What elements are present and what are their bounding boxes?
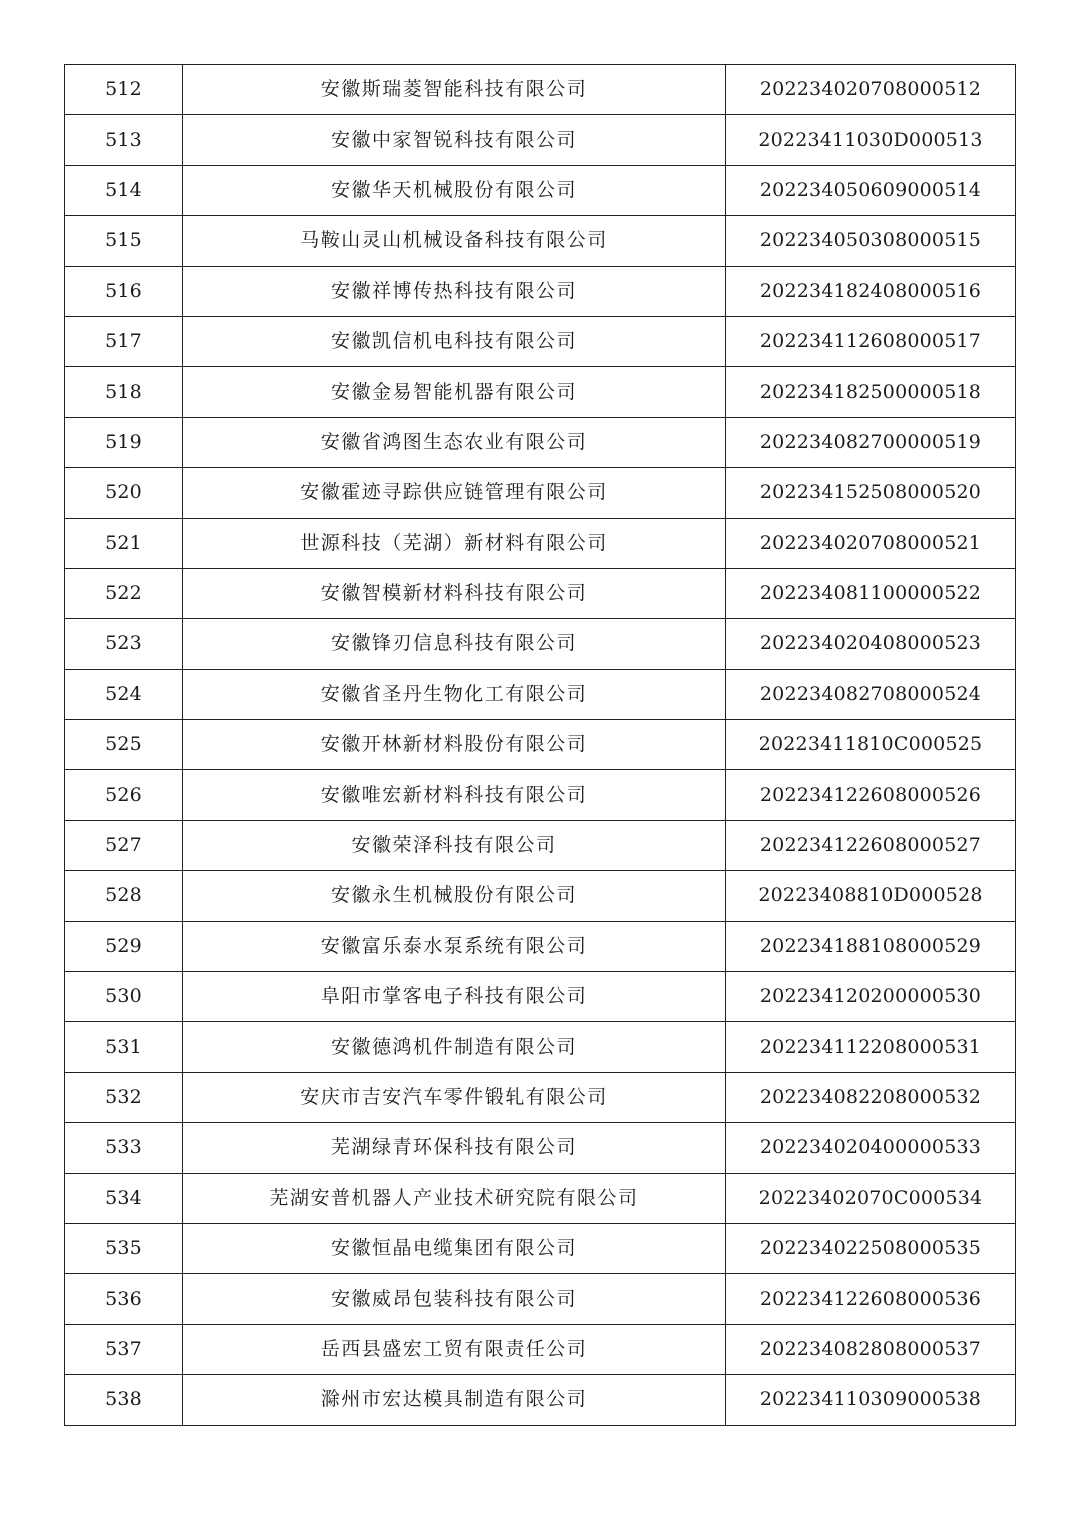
registration-code: 202234082208000532: [726, 1072, 1016, 1122]
table-row: [65, 417, 1016, 467]
company-name: 安徽永生机械股份有限公司: [183, 871, 726, 921]
registration-code: 202234110309000538: [726, 1375, 1016, 1425]
row-number: 524: [65, 669, 183, 719]
registration-code: 202234020708000512: [726, 65, 1016, 115]
table-row: [65, 1223, 1016, 1273]
table-row: [65, 216, 1016, 266]
registration-code: 202234050609000514: [726, 165, 1016, 215]
registration-code: 202234152508000520: [726, 468, 1016, 518]
table-row: [65, 1375, 1016, 1425]
company-list-table: [64, 64, 1016, 1426]
row-number: 536: [65, 1274, 183, 1324]
registration-code: 202234020400000533: [726, 1123, 1016, 1173]
table-row: [65, 972, 1016, 1022]
table-row: [65, 871, 1016, 921]
table-row: [65, 316, 1016, 366]
row-number: 529: [65, 921, 183, 971]
row-number: 521: [65, 518, 183, 568]
table-row: [65, 669, 1016, 719]
company-name: 安徽华天机械股份有限公司: [183, 165, 726, 215]
row-number: 537: [65, 1324, 183, 1374]
row-number: 534: [65, 1173, 183, 1223]
table-row: [65, 165, 1016, 215]
company-name: 马鞍山灵山机械设备科技有限公司: [183, 216, 726, 266]
row-number: 533: [65, 1123, 183, 1173]
table-row: [65, 518, 1016, 568]
registration-code: 202234120200000530: [726, 972, 1016, 1022]
company-name: 安徽省鸿图生态农业有限公司: [183, 417, 726, 467]
table-row: [65, 1072, 1016, 1122]
row-number: 514: [65, 165, 183, 215]
registration-code: 202234122608000536: [726, 1274, 1016, 1324]
row-number: 519: [65, 417, 183, 467]
table-body: [65, 65, 1016, 1426]
company-name: 岳西县盛宏工贸有限责任公司: [183, 1324, 726, 1374]
company-name: 安徽锋刃信息科技有限公司: [183, 619, 726, 669]
row-number: 517: [65, 316, 183, 366]
table-row: [65, 770, 1016, 820]
registration-code: 202234182408000516: [726, 266, 1016, 316]
registration-code: 202234082708000524: [726, 669, 1016, 719]
registration-code: 20223408810D000528: [726, 871, 1016, 921]
row-number: 520: [65, 468, 183, 518]
company-name: 安徽开林新材料股份有限公司: [183, 720, 726, 770]
table-row: [65, 1022, 1016, 1072]
row-number: 535: [65, 1223, 183, 1273]
table-row: [65, 115, 1016, 165]
registration-code: 202234022508000535: [726, 1223, 1016, 1273]
company-name: 安徽霍迹寻踪供应链管理有限公司: [183, 468, 726, 518]
table-row: [65, 1274, 1016, 1324]
row-number: 525: [65, 720, 183, 770]
company-name: 安徽中家智锐科技有限公司: [183, 115, 726, 165]
registration-code: 202234050308000515: [726, 216, 1016, 266]
registration-code: 202234020708000521: [726, 518, 1016, 568]
row-number: 532: [65, 1072, 183, 1122]
table-row: [65, 1324, 1016, 1374]
company-name: 芜湖绿青环保科技有限公司: [183, 1123, 726, 1173]
company-name: 世源科技（芜湖）新材料有限公司: [183, 518, 726, 568]
registration-code: 202234188108000529: [726, 921, 1016, 971]
row-number: 528: [65, 871, 183, 921]
company-name: 安徽恒晶电缆集团有限公司: [183, 1223, 726, 1273]
company-name: 安徽德鸿机件制造有限公司: [183, 1022, 726, 1072]
company-name: 安庆市吉安汽车零件锻轧有限公司: [183, 1072, 726, 1122]
registration-code: 202234182500000518: [726, 367, 1016, 417]
row-number: 516: [65, 266, 183, 316]
row-number: 513: [65, 115, 183, 165]
row-number: 523: [65, 619, 183, 669]
row-number: 530: [65, 972, 183, 1022]
registration-code: 202234122608000526: [726, 770, 1016, 820]
registration-code: 202234112208000531: [726, 1022, 1016, 1072]
row-number: 527: [65, 820, 183, 870]
table-row: [65, 1173, 1016, 1223]
registration-code: 202234020408000523: [726, 619, 1016, 669]
company-name: 安徽斯瑞菱智能科技有限公司: [183, 65, 726, 115]
registration-code: 202234122608000527: [726, 820, 1016, 870]
table-row: [65, 619, 1016, 669]
registration-code: 20223402070C000534: [726, 1173, 1016, 1223]
registration-code: 202234082808000537: [726, 1324, 1016, 1374]
company-name: 安徽富乐泰水泵系统有限公司: [183, 921, 726, 971]
table-row: [65, 266, 1016, 316]
registration-code: 202234112608000517: [726, 316, 1016, 366]
registration-code: 202234082700000519: [726, 417, 1016, 467]
table-row: [65, 820, 1016, 870]
registration-code: 20223411030D000513: [726, 115, 1016, 165]
table-row: [65, 65, 1016, 115]
row-number: 531: [65, 1022, 183, 1072]
table-row: [65, 720, 1016, 770]
table-row: [65, 1123, 1016, 1173]
table-row: [65, 921, 1016, 971]
company-name: 安徽智模新材料科技有限公司: [183, 568, 726, 618]
company-name: 安徽省圣丹生物化工有限公司: [183, 669, 726, 719]
row-number: 538: [65, 1375, 183, 1425]
company-name: 安徽祥博传热科技有限公司: [183, 266, 726, 316]
row-number: 526: [65, 770, 183, 820]
registration-code: 202234081100000522: [726, 568, 1016, 618]
company-name: 安徽凯信机电科技有限公司: [183, 316, 726, 366]
row-number: 512: [65, 65, 183, 115]
table-row: [65, 367, 1016, 417]
company-name: 安徽金易智能机器有限公司: [183, 367, 726, 417]
company-name: 安徽唯宏新材料科技有限公司: [183, 770, 726, 820]
company-name: 安徽荣泽科技有限公司: [183, 820, 726, 870]
company-name: 芜湖安普机器人产业技术研究院有限公司: [183, 1173, 726, 1223]
row-number: 522: [65, 568, 183, 618]
table-row: [65, 468, 1016, 518]
table-row: [65, 568, 1016, 618]
row-number: 518: [65, 367, 183, 417]
company-name: 安徽威昂包装科技有限公司: [183, 1274, 726, 1324]
registration-code: 20223411810C000525: [726, 720, 1016, 770]
row-number: 515: [65, 216, 183, 266]
company-name: 滁州市宏达模具制造有限公司: [183, 1375, 726, 1425]
company-name: 阜阳市掌客电子科技有限公司: [183, 972, 726, 1022]
